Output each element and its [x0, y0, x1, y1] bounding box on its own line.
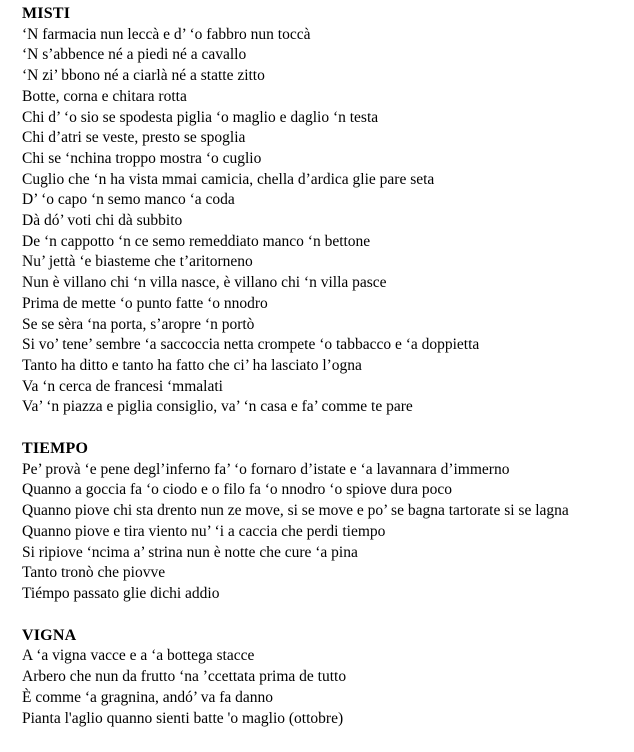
proverb-line: Prima de mette ‘o punto fatte ‘o nnodro	[22, 294, 268, 312]
section-heading: TIEMPO	[22, 440, 89, 458]
proverb-line: ‘N farmacia nun leccà e d’ ‘o fabbro nun toccà	[22, 25, 311, 43]
proverb-line: Arbero che nun da frutto ‘na ’ccettata prima de tutto	[22, 668, 347, 686]
section-vigna	[22, 626, 628, 730]
proverbs-document	[22, 4, 628, 729]
section-heading: VIGNA	[22, 626, 77, 644]
proverb-line: Quanno a goccia fa ‘o ciodo e o filo fa ‘o nnodro ‘o spiove dura poco	[22, 481, 452, 499]
proverb-line: Cuglio che ‘n ha vista mmai camicia, chella d’ardica glie pare seta	[22, 170, 435, 188]
proverb-line: Va’ ‘n piazza e piglia consiglio, va’ ‘n casa e fa’ comme te pare	[22, 398, 413, 416]
proverb-line: Pe’ provà ‘e pene degl’inferno fa’ ‘o fornaro d’istate e ‘a lavannara d’immerno	[22, 460, 510, 478]
proverb-line: ‘N s’abbence né a piedi né a cavallo	[22, 46, 247, 64]
proverb-line: Tanto ha ditto e tanto ha fatto che ci’ ha lasciato l’ogna	[22, 356, 362, 374]
section-misti	[22, 4, 628, 418]
proverb-line: D’ ‘o capo ‘n semo manco ‘a coda	[22, 191, 235, 209]
proverb-line: Tiémpo passato glie dichi addio	[22, 584, 220, 602]
section-heading: MISTI	[22, 5, 71, 22]
proverb-line: Quanno piove e tira viento nu’ ‘i a caccia che perdi tiempo	[22, 522, 386, 540]
proverb-line: A ‘a vigna vacce e a ‘a bottega stacce	[22, 647, 255, 665]
proverb-line: Chi d’ ‘o sio se spodesta piglia ‘o maglio e daglio ‘n testa	[22, 108, 379, 126]
section-tiempo	[22, 439, 628, 605]
proverb-line: Pianta l'aglio quanno sienti batte 'o maglio (ottobre)	[22, 709, 344, 727]
proverb-line: Nun è villano chi ‘n villa nasce, è villano chi ‘n villa pasce	[22, 274, 387, 292]
proverb-line: Dà dó’ voti chi dà subbito	[22, 212, 183, 230]
proverb-line: ‘N zi’ bbono né a ciarlà né a statte zitto	[22, 67, 265, 85]
proverb-line: Si ripiove ‘ncima a’ strina nun è notte che cure ‘a pina	[22, 543, 358, 561]
proverb-line: Va ‘n cerca de francesi ‘mmalati	[22, 377, 223, 395]
proverb-line: Nu’ jettà ‘e biasteme che t’aritorneno	[22, 253, 253, 271]
proverb-line: Botte, corna e chitara rotta	[22, 87, 187, 105]
proverb-line: Si vo’ tene’ sembre ‘a saccoccia netta crompete ‘o tabbacco e ‘a doppietta	[22, 336, 480, 354]
proverb-line: È comme ‘a gragnina, andó’ va fa danno	[22, 688, 274, 706]
proverb-line: Se se sèra ‘na porta, s’aropre ‘n portò	[22, 315, 255, 333]
proverb-line: Tanto tronò che piovve	[22, 564, 166, 582]
proverb-line: De ‘n cappotto ‘n ce semo remeddiato manco ‘n bettone	[22, 232, 371, 250]
proverb-line: Chi d’atri se veste, presto se spoglia	[22, 129, 246, 147]
proverb-line: Chi se ‘nchina troppo mostra ‘o cuglio	[22, 149, 262, 167]
proverb-line: Quanno piove chi sta drento nun ze move, si se move e po’ se bagna tartorate si se lagna	[22, 502, 569, 520]
